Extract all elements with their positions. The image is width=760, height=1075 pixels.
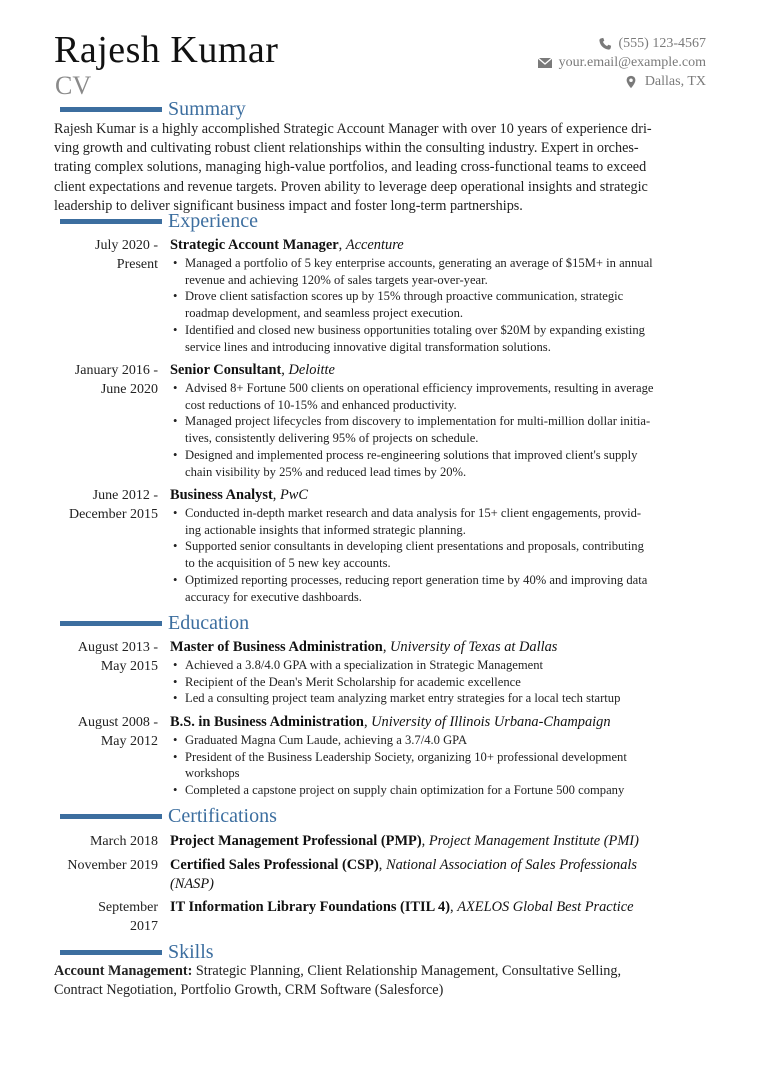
date-start: August 2008 - bbox=[77, 715, 158, 730]
bullet-item bbox=[170, 538, 710, 571]
skills-list: Strategic Planning, Client Relationship Management, Consultative Selling, bbox=[192, 963, 622, 979]
entry-heading: Certified Sales Professional (CSP), National Association of Sales Professionals bbox=[170, 857, 638, 873]
bullet-line: accuracy for executive dashboards. bbox=[185, 589, 362, 604]
bullet-item bbox=[170, 413, 710, 446]
section-bar bbox=[60, 814, 162, 819]
certification-title: Project Management Professional (PMP) bbox=[170, 833, 422, 849]
entry-heading: IT Information Library Foundations (ITIL 4), AXELOS Global Best Practice bbox=[170, 899, 634, 915]
summary-line: leadership to deliver significant business impact and foster long-term partnerships. bbox=[54, 197, 523, 214]
bullet-item bbox=[170, 572, 710, 605]
skills-line: Contract Negotiation, Portfolio Growth, CRM Software (Salesforce) bbox=[54, 982, 444, 999]
bullet-item bbox=[170, 505, 710, 538]
date-start: July 2020 - bbox=[95, 238, 158, 253]
map-pin-icon bbox=[623, 75, 639, 89]
skills-block bbox=[54, 962, 714, 1000]
bullet-item bbox=[170, 782, 710, 799]
bullet-line: • Drove client satisfaction scores up by 15% through proactive communication, strategic bbox=[185, 289, 624, 304]
bullet-line: • Conducted in-depth market research and data analysis for 15+ client engagements, provid- bbox=[185, 506, 642, 520]
bullet-line: service lines and introducing innovative digital transformation solutions. bbox=[185, 339, 551, 354]
bullet-list bbox=[170, 255, 710, 355]
bullet-line: • Graduated Magna Cum Laude, achieving a 3.7/4.0 GPA bbox=[185, 733, 468, 747]
bullet-line: • Achieved a 3.8/4.0 GPA with a specialization in Strategic Management bbox=[185, 658, 544, 672]
section-bar bbox=[60, 107, 162, 112]
certification-title: Certified Sales Professional (CSP) bbox=[170, 857, 379, 873]
degree-title: Master of Business Administration bbox=[170, 639, 383, 655]
section-bar bbox=[60, 950, 162, 955]
section-education-heading bbox=[60, 610, 249, 636]
summary-line: trating complex solutions, managing high-value portfolios, and leading cross-functional teams to exceed bbox=[54, 159, 647, 176]
entry-heading: Strategic Account Manager, Accenture bbox=[170, 237, 404, 253]
bullet-line: • Recipient of the Dean's Merit Scholarship for academic excellence bbox=[185, 674, 521, 689]
bullet-line: • Supported senior consultants in developing client presentations and proposals, contributing bbox=[185, 539, 644, 554]
bullet-line: tives, consistently delivering 95% of projects on schedule. bbox=[185, 431, 479, 446]
entry-body bbox=[170, 638, 710, 707]
date-issued: March 2018 bbox=[89, 834, 158, 849]
bullet-item bbox=[170, 732, 710, 749]
location-text: Dallas, TX bbox=[644, 74, 706, 89]
bullet-line: • Managed a portfolio of 5 key enterprise accounts, generating an average of $15M+ in annual bbox=[185, 256, 653, 270]
section-title: Summary bbox=[168, 98, 246, 120]
summary-line: Rajesh Kumar is a highly accomplished Strategic Account Manager with over 10 years of experience dri- bbox=[54, 121, 652, 137]
contact-location bbox=[537, 72, 706, 91]
bullet-item bbox=[170, 288, 710, 321]
bullet-item bbox=[170, 657, 710, 674]
section-title: Skills bbox=[168, 941, 214, 963]
date-end: May 2012 bbox=[100, 734, 158, 749]
entry-body bbox=[170, 361, 710, 480]
bullet-item bbox=[170, 749, 710, 782]
document-subtitle: CV bbox=[55, 71, 92, 100]
phone-number[interactable]: (555) 123-4567 bbox=[618, 36, 706, 51]
date-end: December 2015 bbox=[68, 507, 158, 522]
entry-date bbox=[28, 486, 158, 524]
job-title: Senior Consultant bbox=[170, 362, 282, 378]
bullet-line: • President of the Business Leadership Society, organizing 10+ professional development bbox=[185, 749, 627, 764]
entry-date bbox=[28, 832, 158, 851]
summary-paragraph bbox=[54, 120, 706, 216]
entry-body bbox=[170, 832, 710, 851]
skills-category: Account Management: bbox=[54, 963, 193, 979]
email-address[interactable]: your.email@example.com bbox=[558, 55, 706, 70]
date-start: August 2013 - bbox=[77, 640, 158, 655]
entry-date bbox=[28, 361, 158, 399]
date-issued: November 2019 bbox=[67, 858, 158, 873]
entry-body bbox=[170, 856, 710, 894]
summary-line: client expectations and revenue targets. Proven ability to leverage deep operational insights and strategic bbox=[54, 178, 648, 195]
bullet-list bbox=[170, 505, 710, 605]
contact-phone bbox=[537, 34, 706, 53]
bullet-item bbox=[170, 674, 710, 691]
contact-block bbox=[537, 34, 706, 91]
bullet-line: ing actionable insights that informed strategic planning. bbox=[185, 522, 466, 537]
bullet-line: • Optimized reporting processes, reducing report generation time by 40% and improving data bbox=[185, 572, 648, 587]
job-title: Business Analyst bbox=[170, 487, 273, 503]
bullet-item bbox=[170, 690, 710, 707]
degree-title: B.S. in Business Administration bbox=[170, 714, 364, 730]
entry-heading: Master of Business Administration, University of Texas at Dallas bbox=[170, 639, 558, 655]
issuer: AXELOS Global Best Practice bbox=[457, 899, 634, 915]
bullet-line: • Identified and closed new business opportunities totaling over $20M by expanding existing bbox=[185, 322, 645, 337]
issuer: National Association of Sales Professionals bbox=[385, 857, 638, 873]
employer: PwC bbox=[279, 487, 308, 503]
bullet-line: roadmap development, and seamless project execution. bbox=[185, 306, 464, 321]
bullet-item bbox=[170, 322, 710, 355]
entry-heading: Senior Consultant, Deloitte bbox=[170, 362, 335, 378]
bullet-line: cost reductions of 10-15% and enhanced productivity. bbox=[185, 397, 457, 412]
section-title: Education bbox=[168, 612, 250, 634]
entry-heading-cont bbox=[170, 875, 710, 894]
entry-body bbox=[170, 236, 710, 355]
entry-date bbox=[28, 713, 158, 751]
bullet-list bbox=[170, 657, 710, 707]
bullet-line: to the acquisition of 5 new key accounts. bbox=[185, 556, 391, 571]
date-end: May 2015 bbox=[100, 659, 158, 674]
section-experience-heading bbox=[60, 208, 258, 234]
date-start: January 2016 - bbox=[74, 363, 158, 378]
entry-body bbox=[170, 713, 710, 799]
bullet-list bbox=[170, 380, 710, 480]
candidate-name: Rajesh Kumar bbox=[54, 29, 279, 71]
section-summary-heading bbox=[60, 96, 246, 122]
entry-body bbox=[170, 898, 710, 917]
skills-line bbox=[54, 962, 714, 981]
entry-heading: Project Management Professional (PMP), Project Management Institute (PMI) bbox=[170, 833, 639, 849]
bullet-line: • Managed project lifecycles from discovery to implementation for multi-million dollar initia- bbox=[185, 414, 651, 429]
issuer-cont: (NASP) bbox=[170, 876, 214, 892]
bullet-line: • Designed and implemented process re-engineering solutions that improved client's supply bbox=[185, 447, 638, 462]
entry-heading: B.S. in Business Administration, University of Illinois Urbana-Champaign bbox=[170, 714, 611, 730]
date-start: June 2012 - bbox=[92, 488, 158, 503]
section-title: Experience bbox=[168, 210, 258, 232]
phone-icon bbox=[597, 37, 613, 51]
date-issued: September bbox=[98, 900, 158, 915]
bullet-line: workshops bbox=[185, 766, 240, 781]
employer: Deloitte bbox=[288, 362, 335, 378]
contact-email bbox=[537, 53, 706, 72]
summary-line: ving growth and cultivating robust client relationships within the consulting industry. Expert in orches- bbox=[54, 140, 639, 157]
envelope-icon bbox=[537, 56, 553, 70]
date-end: Present bbox=[116, 257, 158, 272]
certification-title: IT Information Library Foundations (ITIL 4) bbox=[170, 899, 451, 915]
bullet-item bbox=[170, 380, 710, 413]
section-title: Certifications bbox=[168, 805, 277, 827]
bullet-list bbox=[170, 732, 710, 799]
section-certifications-heading bbox=[60, 803, 277, 829]
bullet-line: • Completed a capstone project on supply chain optimization for a Fortune 500 company bbox=[185, 783, 625, 798]
bullet-line: • Advised 8+ Fortune 500 clients on operational efficiency improvements, resulting in average bbox=[185, 381, 654, 395]
bullet-item bbox=[170, 255, 710, 288]
entry-heading: Business Analyst, PwC bbox=[170, 487, 308, 503]
institution: University of Texas at Dallas bbox=[390, 639, 558, 655]
bullet-line: chain visibility by 25% and reduced lead times by 20%. bbox=[185, 464, 467, 479]
entry-body bbox=[170, 486, 710, 605]
entry-date bbox=[28, 236, 158, 274]
entry-date bbox=[28, 856, 158, 875]
section-bar bbox=[60, 219, 162, 224]
entry-date bbox=[28, 638, 158, 676]
bullet-line: revenue and achieving 120% of sales targets year-over-year. bbox=[185, 272, 488, 287]
job-title: Strategic Account Manager bbox=[170, 237, 339, 253]
date-end: June 2020 bbox=[100, 382, 158, 397]
entry-date bbox=[28, 898, 158, 936]
date-issued-year: 2017 bbox=[130, 919, 158, 934]
section-bar bbox=[60, 621, 162, 626]
issuer: Project Management Institute (PMI) bbox=[428, 833, 639, 849]
institution: University of Illinois Urbana-Champaign bbox=[371, 714, 611, 730]
employer: Accenture bbox=[345, 237, 404, 253]
bullet-line: • Led a consulting project team analyzing market entry strategies for a local tech startup bbox=[185, 691, 621, 706]
bullet-item bbox=[170, 447, 710, 480]
